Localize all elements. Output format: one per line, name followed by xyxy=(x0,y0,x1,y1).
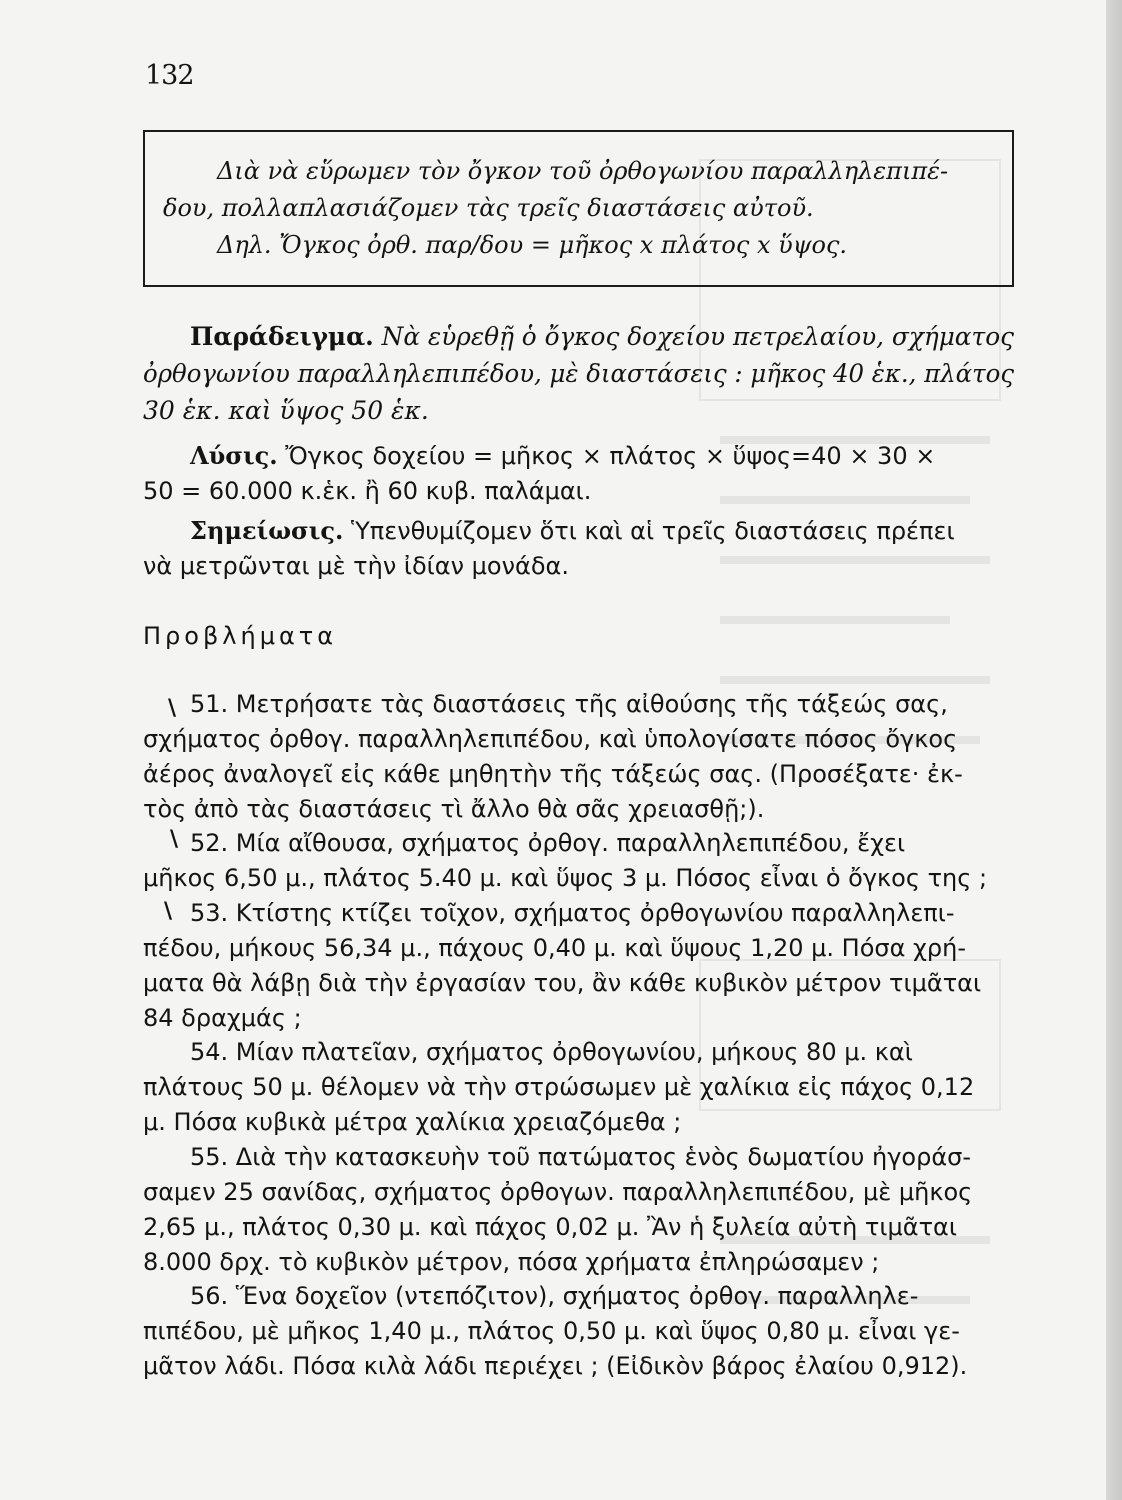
problem-55-line-2: σαμεν 25 σανίδας, σχήματος ὀρθογων. παραλληλεπιπέδου, μὲ μῆκος xyxy=(143,1178,973,1206)
page-edge xyxy=(1106,0,1122,1500)
problem-51-line-4: τὸς ἀπὸ τὰς διαστάσεις τὶ ἄλλο θὰ σᾶς χρειασθῇ;). xyxy=(143,795,765,823)
example-line-3: 30 ἑκ. καὶ ὕψος 50 ἑκ. xyxy=(143,396,429,425)
example-line-1 xyxy=(190,322,1014,351)
solution-line-1 xyxy=(190,441,935,470)
problem-54-line-1: 54. Μίαν πλατεῖαν, σχήματος ὀρθογωνίου, μήκους 80 μ. καὶ xyxy=(190,1038,913,1066)
problem-51-line-1: 51. Μετρήσατε τὰς διαστάσεις τῆς αἰθούσης τῆς τάξεώς σας, xyxy=(190,690,948,718)
note-label: Σημείωσις. xyxy=(190,516,344,545)
note-line-1 xyxy=(190,516,955,545)
problem-56-line-2: πιπέδου, μὲ μῆκος 1,40 μ., πλάτος 0,50 μ. καὶ ὕψος 0,80 μ. εἶναι γε- xyxy=(143,1317,960,1345)
problem-53-line-3: ματα θὰ λάβῃ διὰ τὴν ἐργασίαν του, ἂν κάθε κυβικὸν μέτρον τιμᾶται xyxy=(143,969,982,997)
problem-55-line-3: 2,65 μ., πλάτος 0,30 μ. καὶ πάχος 0,02 μ. Ἂν ἡ ξυλεία αὐτὴ τιμᾶται xyxy=(143,1213,957,1241)
example-text-1: Νὰ εὑρεθῇ ὁ ὄγκος δοχείου πετρελαίου, σχήματος xyxy=(381,322,1015,351)
pencil-mark-53: \ xyxy=(164,899,173,924)
note-line-2: νὰ μετρῶνται μὲ τὴν ἰδίαν μονάδα. xyxy=(143,552,569,580)
problem-55-line-1: 55. Διὰ τὴν κατασκευὴν τοῦ πατώματος ἑνὸς δωματίου ἠγοράσ- xyxy=(190,1143,972,1171)
solution-text-1: Ὄγκος δοχείου = μῆκος × πλάτος × ὕψος=40 × 30 × xyxy=(285,442,936,470)
rule-box xyxy=(143,130,1014,287)
problem-56-line-3: μᾶτον λάδι. Πόσα κιλὰ λάδι περιέχει ; (Εἰδικὸν βάρος ἐλαίου 0,912). xyxy=(143,1352,968,1380)
problems-heading: Προβλήματα xyxy=(143,622,338,650)
note-text-1: Ὑπενθυμίζομεν ὅτι καὶ αἱ τρεῖς διαστάσεις πρέπει xyxy=(350,517,955,545)
problem-53-line-1: 53. Κτίστης κτίζει τοῖχον, σχήματος ὀρθογωνίου παραλληλεπι- xyxy=(190,899,955,927)
solution-line-2: 50 = 60.000 κ.ἑκ. ἢ 60 κυβ. παλάμαι. xyxy=(143,477,592,505)
pencil-mark-51: \ xyxy=(168,696,177,721)
page-number: 132 xyxy=(145,60,194,91)
problem-53-line-2: πέδου, μήκους 56,34 μ., πάχους 0,40 μ. καὶ ὕψους 1,20 μ. Πόσα χρή- xyxy=(143,934,967,962)
example-label: Παράδειγμα. xyxy=(190,322,374,351)
rule-line-2: δου, πολλαπλασιάζομεν τὰς τρεῖς διαστάσεις αὐτοῦ. xyxy=(163,194,814,222)
problem-51-line-3: ἀέρος ἀναλογεῖ εἰς κάθε μηθητὴν τῆς τάξεώς σας. (Προσέξατε· ἐκ- xyxy=(143,760,963,788)
rule-line-3: Δηλ. Ὄγκος ὀρθ. παρ/δου = μῆκος x πλάτος x ὕψος. xyxy=(217,231,848,259)
problem-52-line-2: μῆκος 6,50 μ., πλάτος 5.40 μ. καὶ ὕψος 3 μ. Πόσος εἶναι ὁ ὄγκος της ; xyxy=(143,864,988,892)
problem-52-line-1: 52. Μία αἴθουσα, σχήματος ὀρθογ. παραλληλεπιπέδου, ἔχει xyxy=(190,829,906,857)
example-line-2: ὀρθογωνίου παραλληλεπιπέδου, μὲ διαστάσεις : μῆκος 40 ἑκ., πλάτος xyxy=(143,359,1015,388)
problem-53-line-4: 84 δραχμάς ; xyxy=(143,1004,302,1032)
problem-54-line-2: πλάτους 50 μ. θέλομεν νὰ τὴν στρώσωμεν μὲ χαλίκια εἰς πάχος 0,12 xyxy=(143,1073,975,1101)
rule-line-1: Διὰ νὰ εὕρωμεν τὸν ὄγκον τοῦ ὀρθογωνίου παραλληλεπιπέ- xyxy=(217,157,949,185)
problem-54-line-3: μ. Πόσα κυβικὰ μέτρα χαλίκια χρειαζόμεθα ; xyxy=(143,1108,682,1136)
solution-label: Λύσις. xyxy=(190,441,278,470)
pencil-mark-52: \ xyxy=(170,827,179,852)
problem-51-line-2: σχήματος ὀρθογ. παραλληλεπιπέδου, καὶ ὑπολογίσατε πόσος ὄγκος xyxy=(143,725,958,753)
problem-55-line-4: 8.000 δρχ. τὸ κυβικὸν μέτρον, πόσα χρήματα ἐπληρώσαμεν ; xyxy=(143,1248,880,1276)
problem-56-line-1: 56. Ἕνα δοχεῖον (ντεπόζιτον), σχήματος ὀρθογ. παραλληλε- xyxy=(190,1282,919,1310)
